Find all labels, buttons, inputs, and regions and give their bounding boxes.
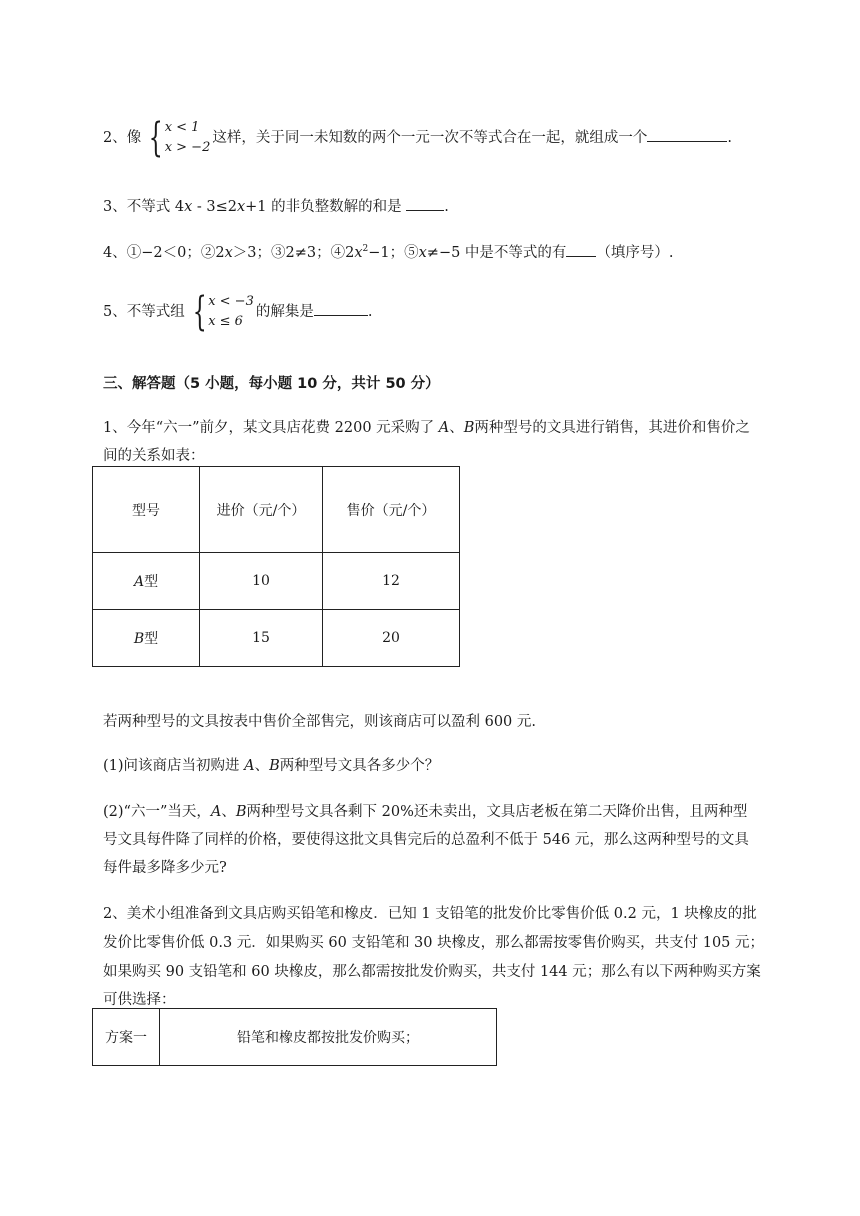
table-cell-price: 20 <box>323 610 460 667</box>
problem-2-line-3: 如果购买 90 支铅笔和 60 块橡皮，那么都需按批发价购买，共支付 144 元；那么有以下两种购买方案 <box>103 964 761 980</box>
question-5-end: . <box>367 304 373 320</box>
separator: 、 <box>221 804 236 820</box>
table-cell-cost: 15 <box>200 610 323 667</box>
price-table <box>92 466 460 667</box>
answer-blank[interactable] <box>406 196 444 211</box>
system-row-1: x < 1 <box>164 120 200 135</box>
problem-1-after-table: 若两种型号的文具按表中售价全部售完，则该商店可以盈利 600 元. <box>103 714 537 730</box>
table-cell-cost: 10 <box>200 553 323 610</box>
brace-icon: { <box>148 115 163 161</box>
table-row <box>93 610 460 667</box>
inequality-system <box>143 115 211 161</box>
variable-x: x <box>354 245 363 261</box>
question-5-text: 的解集是 <box>255 304 314 320</box>
variable-x: x <box>236 199 246 215</box>
question-5 <box>103 289 373 335</box>
problem-1-sub-2-line-2: 号文具每件降了同样的价格，要使得这批文具售完后的总盈利不低于 546 元，那么这两种型号的文具 <box>103 832 749 848</box>
variable-x: x <box>418 245 427 261</box>
table-header: 型号 <box>93 467 200 553</box>
variable-A: A <box>244 758 255 774</box>
question-3-prefix: 3、不等式 4 <box>103 199 185 215</box>
variable-B: B <box>235 804 247 820</box>
purchase-plan-table <box>92 1008 497 1066</box>
type-suffix: 型 <box>144 631 159 647</box>
sub1-text-a: (1)问该商店当初购进 <box>103 758 245 774</box>
plan-label: 方案一 <box>93 1009 160 1066</box>
variable-A: A <box>438 420 450 436</box>
question-3-end: . <box>444 199 449 215</box>
variable-x: x <box>184 199 193 215</box>
exponent: 2 <box>362 244 369 255</box>
question-5-number: 5、不等式组 <box>103 304 185 320</box>
question-3 <box>103 195 449 216</box>
variable-x: x <box>224 245 233 261</box>
variable-A: A <box>133 574 145 590</box>
sub1-text-b: 两种型号文具各多少个？ <box>279 758 440 774</box>
variable-A: A <box>210 804 222 820</box>
question-3-suffix: +1 的非负整数解的和是 <box>245 199 407 215</box>
table-cell-type <box>93 610 200 667</box>
table-header-row <box>93 467 460 553</box>
table-row <box>93 553 460 610</box>
problem-1-line-2: 间的关系如表： <box>103 448 205 464</box>
type-suffix: 型 <box>144 574 159 590</box>
q4-part-a: 4、①−2＜0；②2 <box>103 245 225 261</box>
section-heading: 三、解答题（5 小题，每小题 10 分，共计 50 分） <box>103 376 440 392</box>
plan-text: 铅笔和橡皮都按批发价购买； <box>160 1009 497 1066</box>
problem-1-sub-2-line-1 <box>103 800 747 821</box>
question-4 <box>103 241 674 262</box>
separator: 、 <box>254 758 270 774</box>
question-2-number: 2、像 <box>103 130 142 146</box>
answer-blank[interactable] <box>314 301 368 316</box>
problem-2-line-2: 发价比零售价低 0.3 元．如果购买 60 支铅笔和 30 块橡皮，那么都需按零售价购买，共支付 105 元； <box>103 935 765 951</box>
problem-2-line-4: 可供选择： <box>103 992 176 1008</box>
problem-2-line-1: 2、美术小组准备到文具店购买铅笔和橡皮．已知 1 支铅笔的批发价比零售价低 0.2 元，1 块橡皮的批 <box>103 906 757 922</box>
problem-1-sub-1 <box>103 754 439 775</box>
inequality-system <box>187 289 254 335</box>
variable-B: B <box>269 758 280 774</box>
question-2 <box>103 115 732 161</box>
system-row-2: x > −2 <box>164 140 211 155</box>
q4-part-d: ≠−5 中是不等式的有 <box>426 245 567 261</box>
variable-B: B <box>133 631 145 647</box>
table-header: 进价（元/个） <box>200 467 323 553</box>
answer-blank[interactable] <box>566 242 596 257</box>
p1-text-a: 1、今年“六一”前夕，某文具店花费 2200 元采购了 <box>103 420 439 436</box>
table-row <box>93 1009 497 1066</box>
q4-part-c: −1；⑤ <box>368 245 419 261</box>
variable-B: B <box>463 420 475 436</box>
answer-blank[interactable] <box>647 127 727 142</box>
question-2-text: 这样，关于同一未知数的两个一元一次不等式合在一起，就组成一个 <box>212 130 648 146</box>
sub2-text-b: 两种型号文具各剩下 20%还未卖出，文具店老板在第二天降价出售，且两种型 <box>246 804 748 820</box>
question-3-mid: - 3≤2 <box>192 199 237 215</box>
table-cell-price: 12 <box>323 553 460 610</box>
system-row-2: x ≤ 6 <box>208 314 243 329</box>
q4-part-b: ＞3；③2≠3；④2 <box>232 245 355 261</box>
p1-text-b: 两种型号的文具进行销售，其进价和售价之 <box>474 420 750 436</box>
brace-icon: { <box>192 289 207 335</box>
table-cell-type <box>93 553 200 610</box>
problem-1-sub-2-line-3: 每件最多降多少元? <box>103 860 227 876</box>
system-row-1: x < −3 <box>208 294 254 309</box>
q4-part-e: （填序号）. <box>596 245 674 261</box>
question-2-end: . <box>727 130 732 146</box>
table-header: 售价（元/个） <box>323 467 460 553</box>
sub2-text-a: (2)“六一”当天， <box>103 804 211 820</box>
separator: 、 <box>449 420 464 436</box>
problem-1-line-1 <box>103 416 750 437</box>
